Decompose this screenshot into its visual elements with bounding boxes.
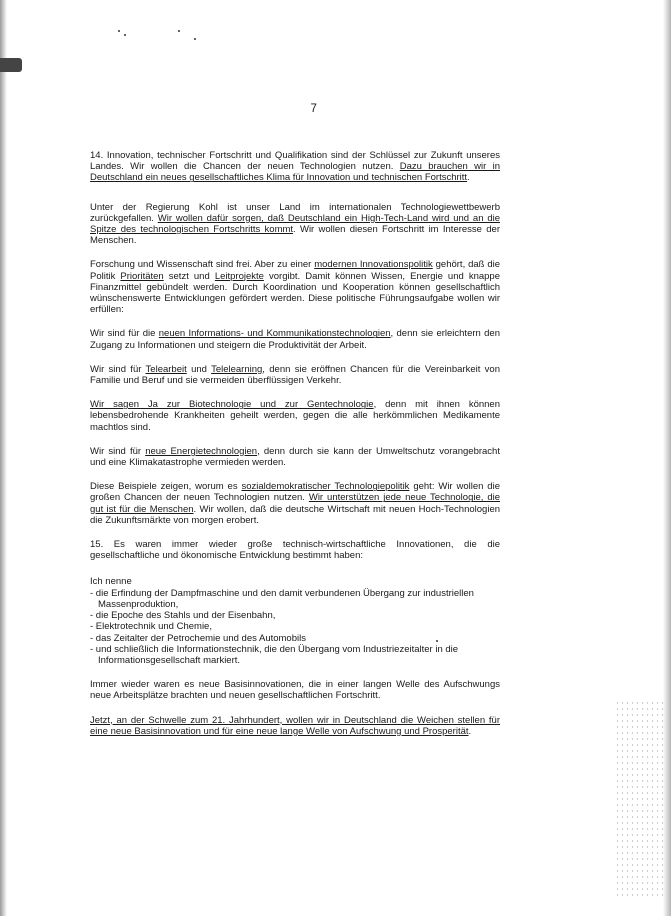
underlined-text: Wir unterstützen jede neue Technologie, die gut ist für die Menschen <box>90 492 500 515</box>
underlined-text: Telearbeit <box>145 363 187 375</box>
text: , denn sie eröffnen Chancen für die Vereinbarkeit von Familie und Beruf und sie vermeiden überflüssigen Verkehr. <box>90 363 500 387</box>
text: gehört, daß die Politik <box>90 259 501 282</box>
paragraph-forschung <box>90 259 500 315</box>
scan-edge-mark <box>0 58 22 72</box>
paragraph-final <box>90 715 500 737</box>
paragraph-telearbeit <box>90 364 500 386</box>
text: vorgibt. Damit können Wissen, Energie und knappe Finanzmittel gebündelt werden. Durch Koordination und Kooperation können gesellschaftlich wünschenswerte Entwicklungen gefördert werden. Diese politische Führungsaufgabe wollen wir erfüllen: <box>90 270 501 316</box>
list-item: - und schließlich die Informationstechnik, die den Übergang vom Industriezeitalter in die Informationsgesellschaft markiert. <box>90 643 459 666</box>
scan-edge-left <box>0 0 7 916</box>
text: , denn sie erleichtern den Zugang zu Informationen und steigern die Produktivität der Arbeit. <box>90 328 500 351</box>
paragraph-basis: Immer wieder waren es neue Basisinnovationen, die in einer langen Welle des Aufschwungs neue Arbeitsplätze brachten und neuen gesellschaftlichen Fortschritt. <box>90 679 500 702</box>
list-item: - Elektrotechnik und Chemie, <box>90 621 212 633</box>
text: Forschung und Wissenschaft sind frei. Aber zu einer <box>90 259 315 271</box>
text: Diese Beispiele zeigen, worum es <box>90 481 242 493</box>
paragraph-15: 15. Es waren immer wieder große technisch-wirtschaftliche Innovationen, die die gesellschaftliche und ökonomische Entwicklung bestimmt haben: <box>90 539 500 562</box>
scan-noise <box>615 700 665 900</box>
innovation-list <box>90 588 500 666</box>
underlined-text: Prioritäten <box>120 270 164 282</box>
underlined-text: Wir sagen Ja zur Biotechnologie und zur Gentechnologie <box>90 399 374 411</box>
list-item: - die Epoche des Stahls und der Eisenbahn, <box>90 610 276 622</box>
text: setzt und <box>163 270 215 282</box>
text: geht: Wir wollen die großen Chancen der neuen Technologien nutzen. <box>90 481 500 504</box>
text: Wir sind für <box>90 445 146 457</box>
text: und <box>186 363 212 375</box>
document-body <box>90 150 500 737</box>
text: Wir sind für <box>90 363 146 375</box>
list-item: - die Erfindung der Dampfmaschine und den damit verbundenen Übergang zur industriellen Massenproduktion, <box>90 587 474 610</box>
underlined-text: Dazu brauchen wir in Deutschland ein neues gesellschaftliches Klima für Innovation und technischen Fortschritt <box>90 161 500 184</box>
list-lead: Ich nenne <box>90 576 132 588</box>
text: , denn durch sie kann der Umweltschutz vorangebracht und eine Klimakatastrophe vermieden werden. <box>90 445 500 469</box>
underlined-text: Wir wollen dafür sorgen, daß Deutschland ein High-Tech-Land wird und an die Spitze des technologischen Fortschritts kommt <box>90 212 500 236</box>
text: . <box>467 172 470 184</box>
underlined-text: sozialdemokratischer Technologiepolitik <box>241 481 410 493</box>
list-item: - das Zeitalter der Petrochemie und des Automobils <box>90 632 306 644</box>
underlined-text: neue Energietechnologien <box>145 445 258 457</box>
paragraph-beispiele <box>90 481 500 526</box>
underlined-text: Telelearning <box>211 363 263 375</box>
paragraph-energie <box>90 446 500 468</box>
scan-speck <box>124 34 126 36</box>
paragraph-biotech <box>90 399 500 433</box>
text: . Wir wollen diesen Fortschritt im Interesse der Menschen. <box>90 224 500 247</box>
underlined-text: Leitprojekte <box>214 270 264 282</box>
page-number: 7 <box>310 103 318 115</box>
scan-speck <box>194 38 196 40</box>
text: 14. Innovation, technischer Fortschritt und Qualifikation sind der Schlüssel zur Zukunft unseres Landes. Wir wollen die Chancen der neuen Technologien nutzen. <box>90 150 500 173</box>
text: . <box>468 725 472 737</box>
text: Wir sind für die <box>90 328 159 340</box>
text: Unter der Regierung Kohl ist unser Land im internationalen Technologiewettbewerb zurückgefallen. <box>90 201 500 224</box>
text: , denn mit ihnen können lebensbedrohende Krankheiten geheilt werden, gegen die alle herkömmlichen Medikamente machtlos sind. <box>90 399 500 433</box>
underlined-text: neuen Informations- und Kommunikationstechnologien <box>158 328 391 340</box>
underlined-text: modernen Innovationspolitik <box>314 259 433 271</box>
paragraph-iuk <box>90 328 500 350</box>
underlined-text: Jetzt, an der Schwelle zum 21. Jahrhundert, wollen wir in Deutschland die Weichen stellen für eine neue Basisinnovation und für eine neue lange Welle von Aufschwung und Prosperität <box>90 714 500 737</box>
scan-speck <box>118 30 120 32</box>
text: . Wir wollen, daß die deutsche Wirtschaft mit neuen Hoch-Technologien die Zukunftsmärkte von morgen erobert. <box>90 503 501 526</box>
paragraph-14 <box>90 150 500 184</box>
paragraph-kohl <box>90 202 500 247</box>
scan-speck <box>178 30 180 32</box>
